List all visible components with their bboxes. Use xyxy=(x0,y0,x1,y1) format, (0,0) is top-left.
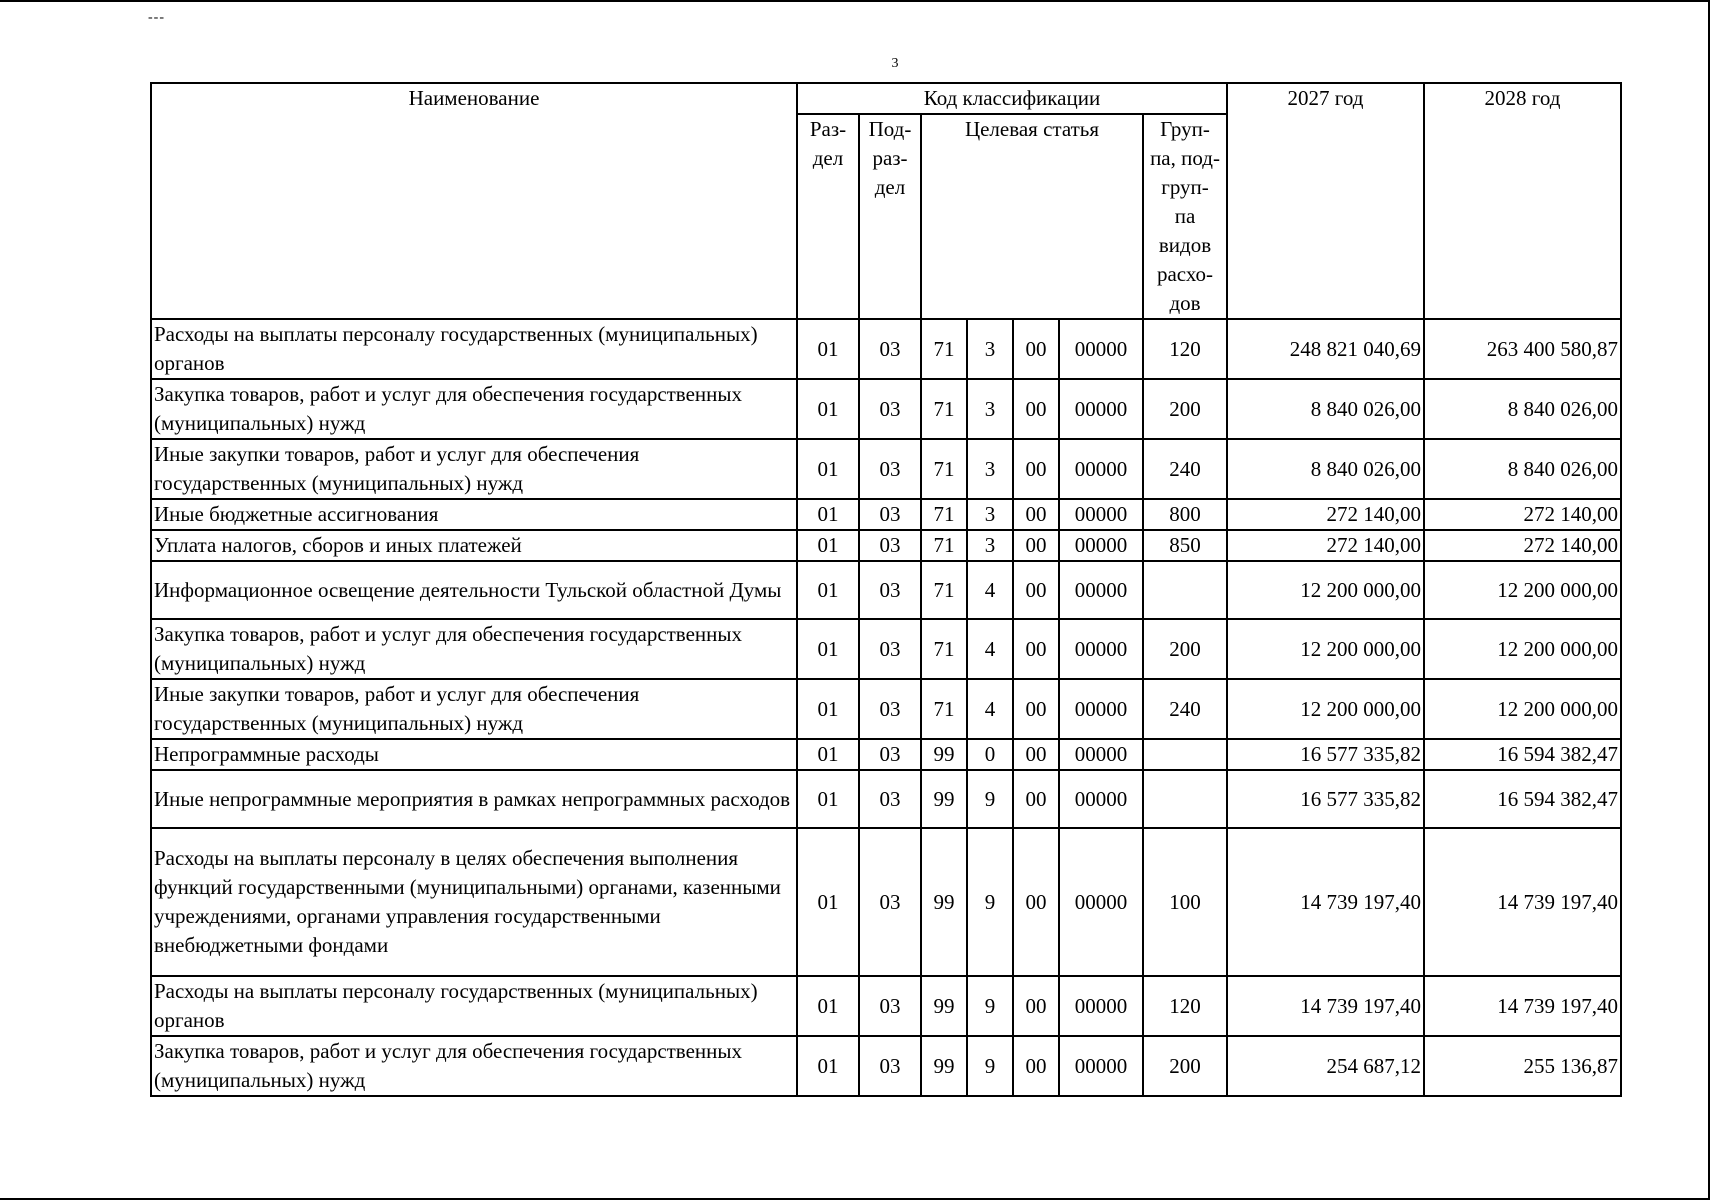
row-amount-2028: 12 200 000,00 xyxy=(1424,679,1621,739)
row-target-program: 99 xyxy=(921,739,967,770)
row-amount-2028: 14 739 197,40 xyxy=(1424,828,1621,976)
row-amount-2027: 248 821 040,69 xyxy=(1227,319,1424,379)
row-amount-2027: 8 840 026,00 xyxy=(1227,439,1424,499)
table-row xyxy=(151,561,1621,619)
row-target-type: 9 xyxy=(967,770,1013,828)
row-expense-group: 120 xyxy=(1143,976,1227,1036)
row-razdel: 01 xyxy=(797,319,859,379)
row-expense-group: 200 xyxy=(1143,619,1227,679)
row-target-subprogram: 00 xyxy=(1013,828,1059,976)
row-target-subprogram: 00 xyxy=(1013,439,1059,499)
table-row xyxy=(151,828,1621,976)
row-name: Расходы на выплаты персоналу государственных (муниципальных) органов xyxy=(151,976,797,1036)
row-amount-2028: 12 200 000,00 xyxy=(1424,561,1621,619)
row-target-direction: 00000 xyxy=(1059,828,1143,976)
row-amount-2028: 272 140,00 xyxy=(1424,499,1621,530)
row-amount-2028: 14 739 197,40 xyxy=(1424,976,1621,1036)
row-target-subprogram: 00 xyxy=(1013,619,1059,679)
row-target-direction: 00000 xyxy=(1059,770,1143,828)
row-podrazdel: 03 xyxy=(859,319,921,379)
row-podrazdel: 03 xyxy=(859,379,921,439)
row-name: Расходы на выплаты персоналу государственных (муниципальных) органов xyxy=(151,319,797,379)
row-name: Иные бюджетные ассигнования xyxy=(151,499,797,530)
row-name: Уплата налогов, сборов и иных платежей xyxy=(151,530,797,561)
row-expense-group: 240 xyxy=(1143,679,1227,739)
row-podrazdel: 03 xyxy=(859,439,921,499)
row-target-type: 4 xyxy=(967,619,1013,679)
row-target-subprogram: 00 xyxy=(1013,976,1059,1036)
page-number: 3 xyxy=(891,56,899,71)
row-target-subprogram: 00 xyxy=(1013,1036,1059,1096)
row-name: Закупка товаров, работ и услуг для обеспечения государственных (муниципальных) нужд xyxy=(151,619,797,679)
row-razdel: 01 xyxy=(797,976,859,1036)
row-amount-2028: 12 200 000,00 xyxy=(1424,619,1621,679)
row-razdel: 01 xyxy=(797,739,859,770)
row-expense-group: 240 xyxy=(1143,439,1227,499)
header-expense-group: Груп- па, под- груп- па видов расхо- дов xyxy=(1143,114,1227,319)
header-razdel: Раз- дел xyxy=(797,114,859,319)
row-target-program: 99 xyxy=(921,976,967,1036)
row-razdel: 01 xyxy=(797,770,859,828)
row-target-direction: 00000 xyxy=(1059,439,1143,499)
row-target-direction: 00000 xyxy=(1059,530,1143,561)
row-podrazdel: 03 xyxy=(859,770,921,828)
row-amount-2027: 8 840 026,00 xyxy=(1227,379,1424,439)
row-amount-2027: 254 687,12 xyxy=(1227,1036,1424,1096)
row-razdel: 01 xyxy=(797,1036,859,1096)
row-podrazdel: 03 xyxy=(859,619,921,679)
row-amount-2028: 272 140,00 xyxy=(1424,530,1621,561)
row-target-program: 99 xyxy=(921,770,967,828)
row-target-program: 71 xyxy=(921,619,967,679)
table-body xyxy=(151,319,1621,1096)
row-razdel: 01 xyxy=(797,499,859,530)
row-podrazdel: 03 xyxy=(859,1036,921,1096)
budget-table xyxy=(150,82,1622,1097)
row-target-program: 71 xyxy=(921,561,967,619)
header-podrazdel: Под- раз- дел xyxy=(859,114,921,319)
row-razdel: 01 xyxy=(797,530,859,561)
table-row xyxy=(151,679,1621,739)
row-target-type: 3 xyxy=(967,499,1013,530)
row-target-subprogram: 00 xyxy=(1013,319,1059,379)
row-expense-group: 800 xyxy=(1143,499,1227,530)
table-row xyxy=(151,1036,1621,1096)
table-row xyxy=(151,379,1621,439)
row-target-direction: 00000 xyxy=(1059,679,1143,739)
row-target-subprogram: 00 xyxy=(1013,739,1059,770)
row-target-program: 99 xyxy=(921,828,967,976)
row-target-direction: 00000 xyxy=(1059,739,1143,770)
table-row xyxy=(151,439,1621,499)
row-target-program: 71 xyxy=(921,679,967,739)
row-razdel: 01 xyxy=(797,561,859,619)
row-target-direction: 00000 xyxy=(1059,1036,1143,1096)
row-expense-group xyxy=(1143,770,1227,828)
header-name: Наименование xyxy=(151,83,797,319)
row-amount-2027: 12 200 000,00 xyxy=(1227,619,1424,679)
row-target-program: 71 xyxy=(921,319,967,379)
row-target-program: 71 xyxy=(921,499,967,530)
row-expense-group: 200 xyxy=(1143,1036,1227,1096)
row-name: Расходы на выплаты персоналу в целях обеспечения выполнения функций государственными (муниципальными) органами, казенными учреждениями, органами управления государственными внебюджетными фондами xyxy=(151,828,797,976)
row-podrazdel: 03 xyxy=(859,530,921,561)
row-razdel: 01 xyxy=(797,828,859,976)
table-row xyxy=(151,619,1621,679)
table-row xyxy=(151,530,1621,561)
row-podrazdel: 03 xyxy=(859,828,921,976)
row-target-type: 9 xyxy=(967,976,1013,1036)
row-amount-2028: 16 594 382,47 xyxy=(1424,739,1621,770)
row-target-program: 71 xyxy=(921,530,967,561)
header-code-group: Код классификации xyxy=(797,83,1227,114)
page-border-top xyxy=(0,0,1710,2)
row-amount-2028: 16 594 382,47 xyxy=(1424,770,1621,828)
table-row xyxy=(151,499,1621,530)
row-razdel: 01 xyxy=(797,439,859,499)
row-razdel: 01 xyxy=(797,619,859,679)
row-amount-2027: 272 140,00 xyxy=(1227,499,1424,530)
row-target-direction: 00000 xyxy=(1059,319,1143,379)
row-podrazdel: 03 xyxy=(859,679,921,739)
row-amount-2027: 272 140,00 xyxy=(1227,530,1424,561)
table-row xyxy=(151,739,1621,770)
row-name: Информационное освещение деятельности Тульской областной Думы xyxy=(151,561,797,619)
row-target-type: 3 xyxy=(967,530,1013,561)
row-amount-2027: 14 739 197,40 xyxy=(1227,976,1424,1036)
row-podrazdel: 03 xyxy=(859,976,921,1036)
row-target-type: 9 xyxy=(967,1036,1013,1096)
row-expense-group: 200 xyxy=(1143,379,1227,439)
row-target-program: 71 xyxy=(921,439,967,499)
row-target-type: 9 xyxy=(967,828,1013,976)
row-expense-group: 120 xyxy=(1143,319,1227,379)
row-podrazdel: 03 xyxy=(859,561,921,619)
header-target-article: Целевая статья xyxy=(921,114,1143,319)
row-amount-2027: 14 739 197,40 xyxy=(1227,828,1424,976)
row-amount-2027: 12 200 000,00 xyxy=(1227,679,1424,739)
row-target-direction: 00000 xyxy=(1059,499,1143,530)
row-amount-2028: 8 840 026,00 xyxy=(1424,439,1621,499)
row-target-subprogram: 00 xyxy=(1013,679,1059,739)
row-target-subprogram: 00 xyxy=(1013,499,1059,530)
row-target-program: 71 xyxy=(921,379,967,439)
row-target-subprogram: 00 xyxy=(1013,530,1059,561)
table-row xyxy=(151,770,1621,828)
row-amount-2028: 255 136,87 xyxy=(1424,1036,1621,1096)
row-razdel: 01 xyxy=(797,679,859,739)
header-year-2028: 2028 год xyxy=(1424,83,1621,319)
row-target-subprogram: 00 xyxy=(1013,379,1059,439)
row-amount-2028: 263 400 580,87 xyxy=(1424,319,1621,379)
row-amount-2027: 16 577 335,82 xyxy=(1227,739,1424,770)
row-target-type: 3 xyxy=(967,439,1013,499)
row-target-direction: 00000 xyxy=(1059,619,1143,679)
row-expense-group: 100 xyxy=(1143,828,1227,976)
row-amount-2027: 16 577 335,82 xyxy=(1227,770,1424,828)
table-row xyxy=(151,976,1621,1036)
row-amount-2027: 12 200 000,00 xyxy=(1227,561,1424,619)
row-target-type: 3 xyxy=(967,319,1013,379)
table-row xyxy=(151,319,1621,379)
row-razdel: 01 xyxy=(797,379,859,439)
row-target-type: 0 xyxy=(967,739,1013,770)
row-name: Иные закупки товаров, работ и услуг для обеспечения государственных (муниципальных) нужд xyxy=(151,679,797,739)
row-expense-group: 850 xyxy=(1143,530,1227,561)
row-amount-2028: 8 840 026,00 xyxy=(1424,379,1621,439)
header-year-2027: 2027 год xyxy=(1227,83,1424,319)
row-expense-group xyxy=(1143,739,1227,770)
row-target-direction: 00000 xyxy=(1059,561,1143,619)
row-target-direction: 00000 xyxy=(1059,976,1143,1036)
row-name: Непрограммные расходы xyxy=(151,739,797,770)
row-podrazdel: 03 xyxy=(859,499,921,530)
row-target-program: 99 xyxy=(921,1036,967,1096)
row-name: Иные закупки товаров, работ и услуг для обеспечения государственных (муниципальных) нужд xyxy=(151,439,797,499)
row-target-type: 4 xyxy=(967,561,1013,619)
row-name: Закупка товаров, работ и услуг для обеспечения государственных (муниципальных) нужд xyxy=(151,379,797,439)
row-expense-group xyxy=(1143,561,1227,619)
row-target-direction: 00000 xyxy=(1059,379,1143,439)
row-target-subprogram: 00 xyxy=(1013,561,1059,619)
row-name: Закупка товаров, работ и услуг для обеспечения государственных (муниципальных) нужд xyxy=(151,1036,797,1096)
row-podrazdel: 03 xyxy=(859,739,921,770)
row-target-type: 4 xyxy=(967,679,1013,739)
row-target-type: 3 xyxy=(967,379,1013,439)
corner-mark: --- xyxy=(148,10,165,25)
row-target-subprogram: 00 xyxy=(1013,770,1059,828)
row-name: Иные непрограммные мероприятия в рамках непрограммных расходов xyxy=(151,770,797,828)
